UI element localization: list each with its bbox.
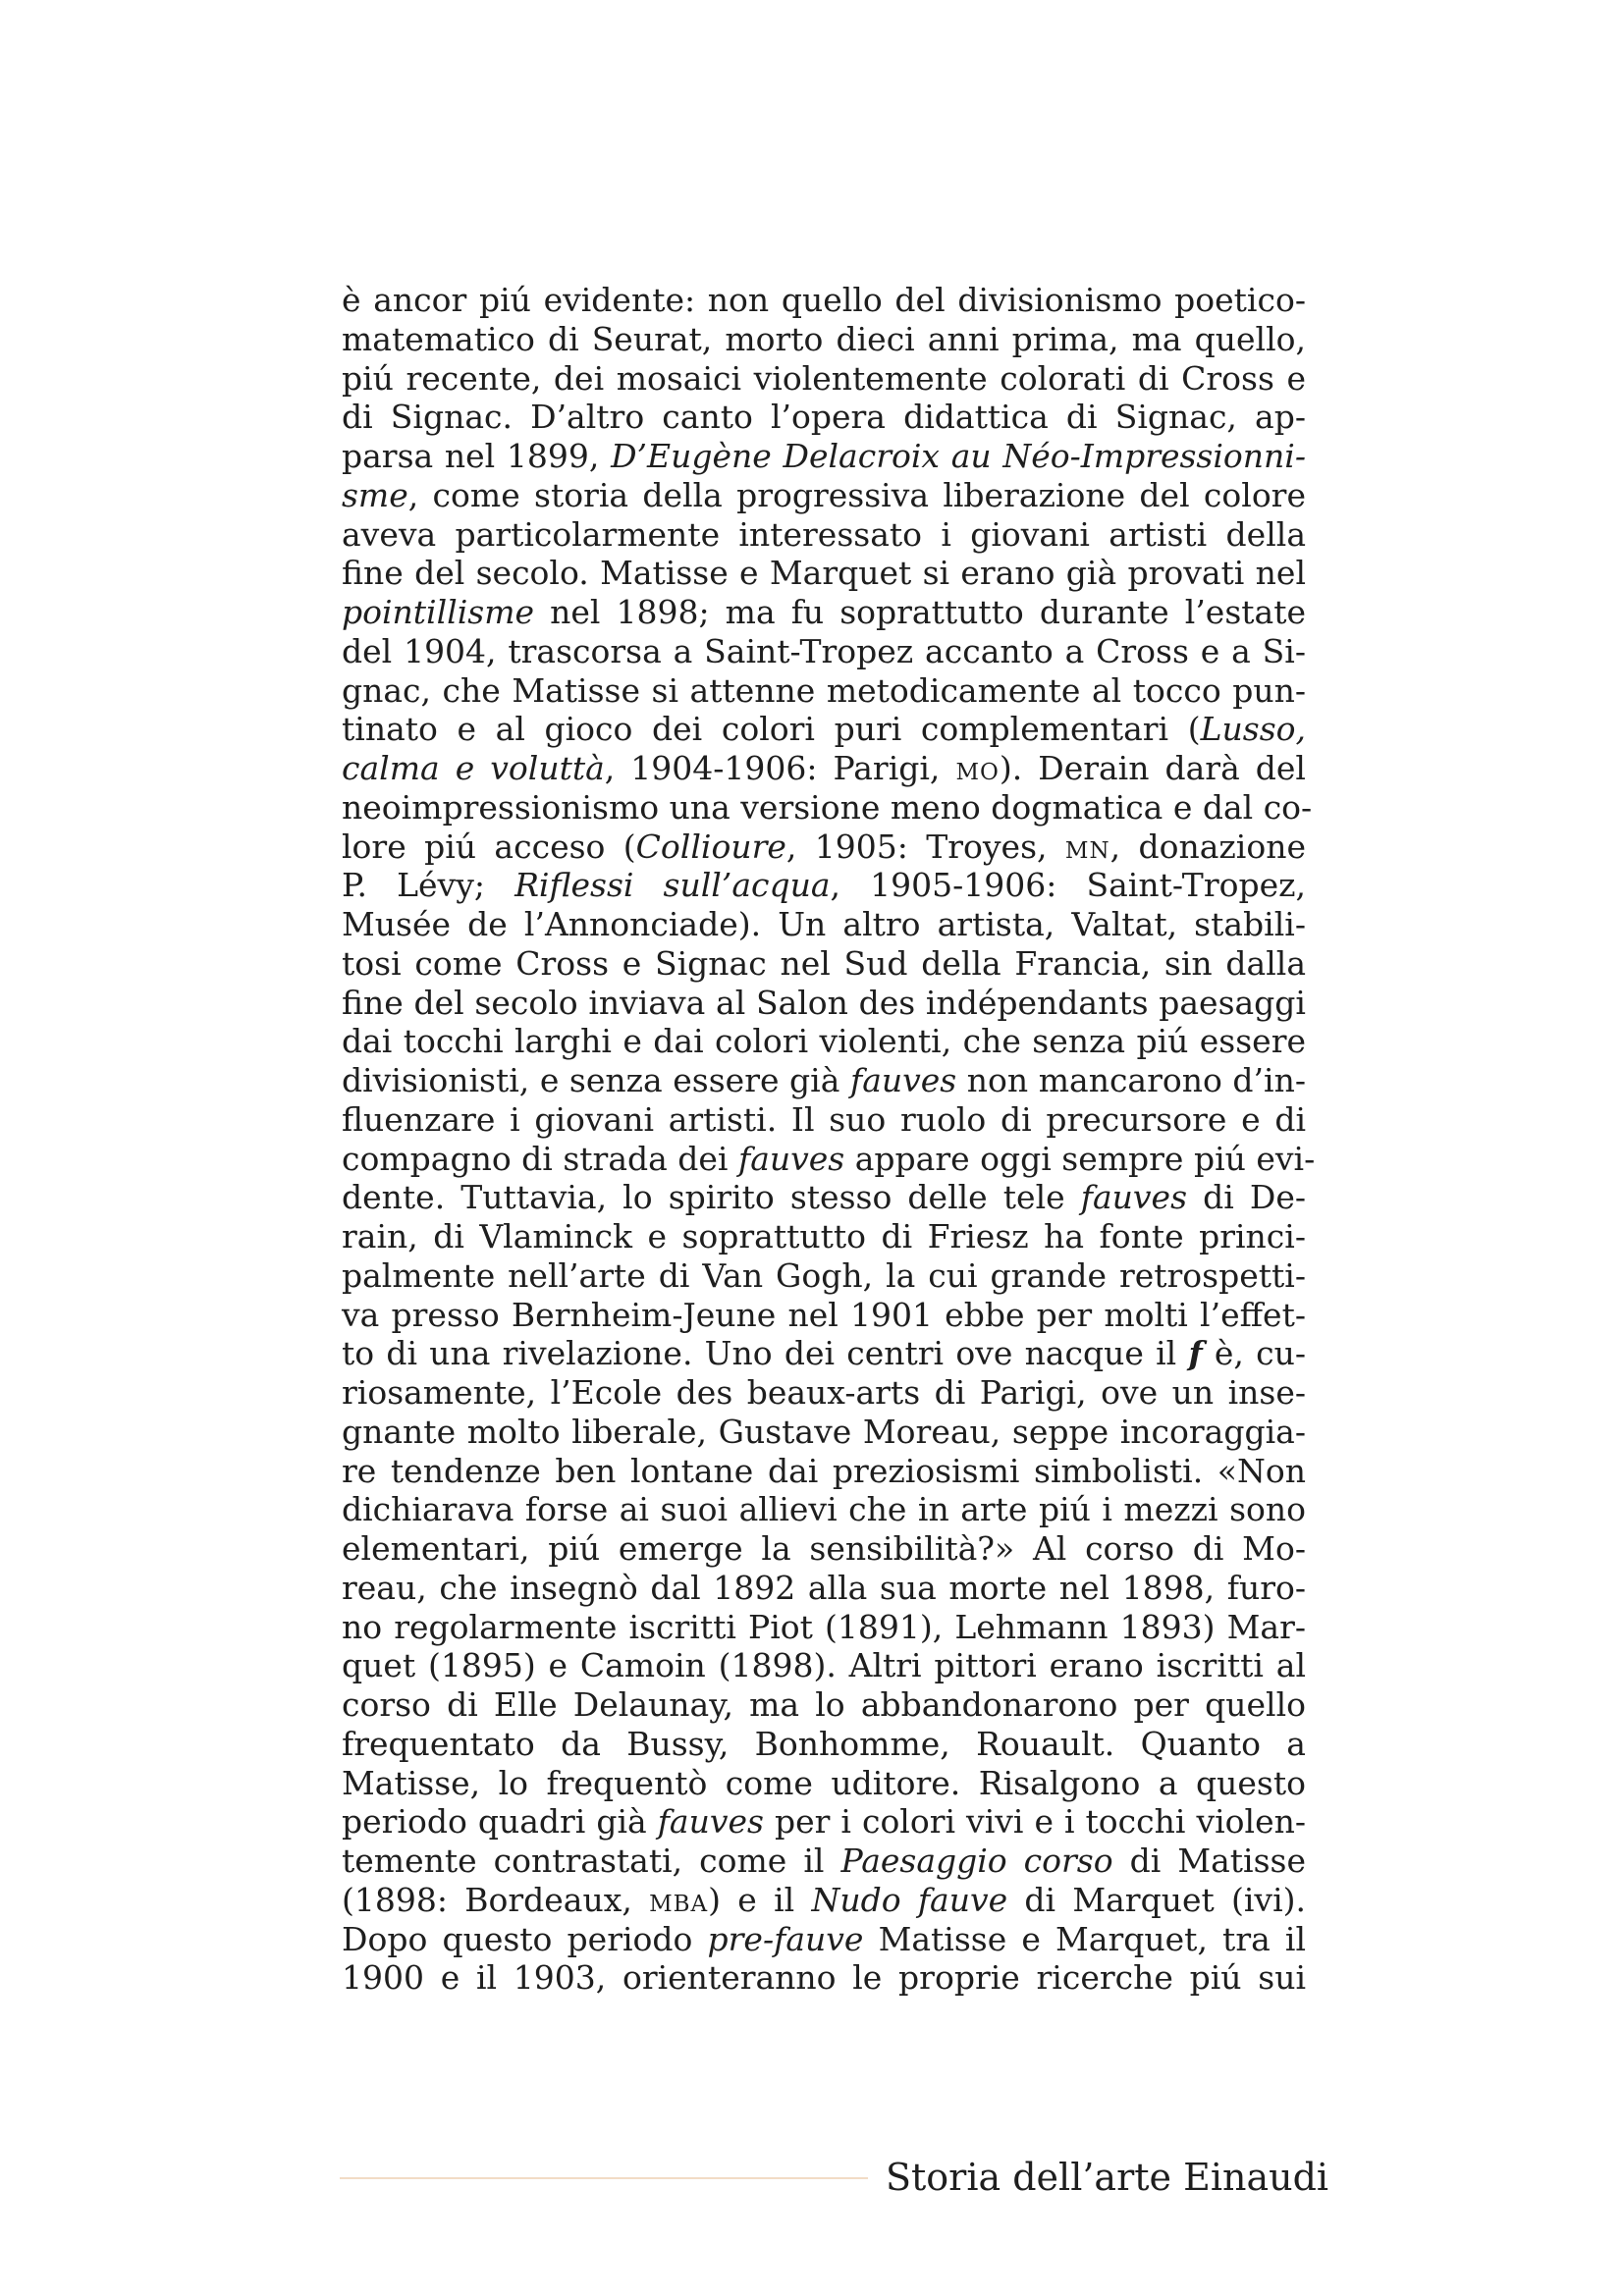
body-line: Matisse, lo frequentò come uditore. Risalgono a questo	[342, 1763, 1306, 1802]
body-line: P. Lévy; Riflessi sull’acqua, 1905-1906: Saint-Tropez,	[342, 866, 1306, 905]
body-line: dente. Tuttavia, lo spirito stesso delle tele fauves di De-	[342, 1178, 1307, 1217]
body-line: parsa nel 1899, D’Eugène Delacroix au Néo-Impressionni-	[342, 437, 1306, 475]
body-line: fine del secolo inviava al Salon des indépendants paesaggi	[342, 983, 1306, 1022]
body-line: re tendenze ben lontane dai preziosismi simbolisti. «Non	[342, 1451, 1306, 1490]
body-line: piú recente, dei mosaici violentemente colorati di Cross e	[342, 358, 1306, 398]
body-line: divisionisti, e senza essere già fauves non mancarono d’in-	[342, 1061, 1307, 1099]
body-line: tosi come Cross e Signac nel Sud della Francia, sin dalla	[342, 943, 1306, 983]
body-line: quet (1895) e Camoin (1898). Altri pittori erano iscritti al	[342, 1646, 1306, 1685]
body-line: 1900 e il 1903, orienteranno le proprie ricerche piú sui	[342, 1958, 1306, 1998]
body-line: sme, come storia della progressiva liberazione del colore	[342, 475, 1306, 514]
body-line: calma e voluttà, 1904-1906: Parigi, mo). Derain darà del	[342, 749, 1306, 787]
body-line: compagno di strada dei fauves appare oggi sempre piú evi-	[342, 1139, 1316, 1178]
footer-rule	[340, 2177, 868, 2179]
body-line: elementari, piú emerge la sensibilità?» Al corso di Mo-	[342, 1529, 1306, 1568]
body-line: rain, di Vlaminck e soprattutto di Friesz ha fonte princi-	[342, 1217, 1306, 1255]
body-line: periodo quadri già fauves per i colori vivi e i tocchi violen-	[342, 1802, 1307, 1842]
body-line: è ancor piú evidente: non quello del divisionismo poetico-	[342, 281, 1306, 319]
body-line: (1898: Bordeaux, mba) e il Nudo fauve di Marquet (ivi).	[342, 1880, 1306, 1919]
body-line: dai tocchi larghi e dai colori violenti, che senza piú essere	[342, 1022, 1306, 1061]
body-line: matematico di Seurat, morto dieci anni prima, ma quello,	[342, 319, 1306, 358]
body-line: reau, che insegnò dal 1892 alla sua morte nel 1898, furo-	[342, 1568, 1306, 1607]
body-line: palmente nell’arte di Van Gogh, la cui grande retrospetti-	[342, 1255, 1306, 1295]
body-line: lore piú acceso (Collioure, 1905: Troyes, mn, donazione	[342, 827, 1306, 866]
body-line: di Signac. D’altro canto l’opera didattica di Signac, ap-	[342, 398, 1306, 437]
body-line: Dopo questo periodo pre-fauve Matisse e Marquet, tra il	[342, 1919, 1307, 1958]
body-line: pointillisme nel 1898; ma fu soprattutto durante l’estate	[342, 593, 1306, 631]
body-line: aveva particolarmente interessato i giovani artisti della	[342, 514, 1306, 554]
body-line: fine del secolo. Matisse e Marquet si erano già provati nel	[342, 554, 1306, 593]
body-line: to di una rivelazione. Uno dei centri ove nacque il f è, cu-	[342, 1334, 1306, 1373]
body-line: va presso Bernheim-Jeune nel 1901 ebbe per molti l’effet-	[342, 1295, 1306, 1334]
body-line: gnac, che Matisse si attenne metodicamente al tocco pun-	[342, 670, 1306, 710]
body-line: tinato e al gioco dei colori puri complementari (Lusso,	[342, 710, 1306, 749]
body-line: corso di Elle Delaunay, ma lo abbandonarono per quello	[342, 1685, 1306, 1724]
body-line: frequentato da Bussy, Bonhomme, Rouault. Quanto a	[342, 1724, 1306, 1763]
body-line: gnante molto liberale, Gustave Moreau, seppe incoraggia-	[342, 1412, 1306, 1451]
body-line: temente contrastati, come il Paesaggio corso di Matisse	[342, 1842, 1307, 1880]
body-line: neoimpressionismo una versione meno dogmatica e dal co-	[342, 787, 1313, 827]
body-line: Musée de l’Annonciade). Un altro artista, Valtat, stabili-	[342, 905, 1306, 943]
body-line: del 1904, trascorsa a Saint-Tropez accanto a Cross e a Si-	[342, 631, 1306, 670]
body-line: riosamente, l’Ecole des beaux-arts di Parigi, ove un inse-	[342, 1373, 1306, 1412]
footer-title: Storia dell’arte Einaudi	[886, 2156, 1329, 2199]
body-line: no regolarmente iscritti Piot (1891), Lehmann 1893) Mar-	[342, 1607, 1306, 1646]
body-line: fluenzare i giovani artisti. Il suo ruolo di precursore e di	[342, 1099, 1306, 1139]
body-text	[342, 281, 1316, 1998]
body-line: dichiarava forse ai suoi allievi che in arte piú i mezzi sono	[342, 1490, 1306, 1529]
